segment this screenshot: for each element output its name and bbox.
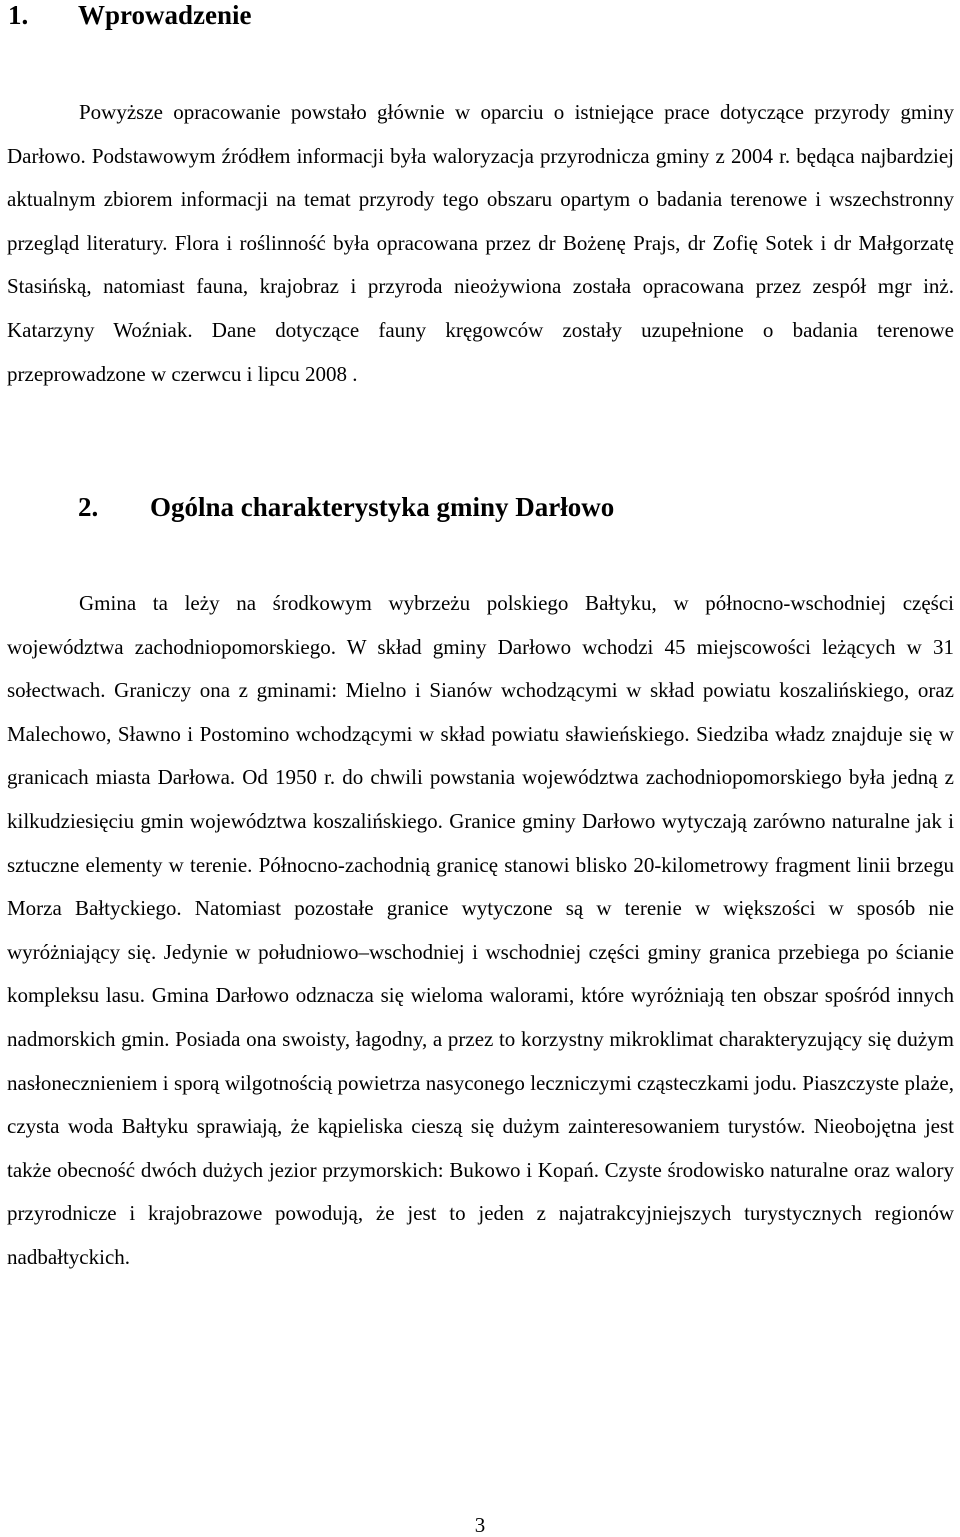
section-paragraph-general-characteristics: Gmina ta leży na środkowym wybrzeżu polskiego Bałtyku, w północno-wschodniej części województwa zachodniopomorskiego. W skład gminy Darłowo wchodzi 45 miejscowości leżących w 31 sołectwach. Graniczy ona z gminami: Mielno i Sianów wchodzącymi w skład powiatu koszalińskiego, oraz Malechowo, Sławno i Postomino wchodzącymi w skład powiatu sławieńskiego. Siedziba władz znajduje się w granicach miasta Darłowa. Od 1950 r. do chwili powstania województwa zachodniopomorskiego była jedną z kilkudziesięciu gmin województwa koszalińskiego. Granice gminy Darłowo wytyczają zarówno naturalne jak i sztuczne elementy w terenie. Północno-zachodnią granicę stanowi blisko 20-kilometrowy fragment linii brzegu Morza Bałtyckiego. Natomiast pozostałe granice wytyczone są w terenie w większości w sposób nie wyróżniający się. Jedynie w południowo–wschodniej i wschodniej części gminy granica przebiega po ścianie kompleksu lasu. Gmina Darłowo odznacza się wieloma walorami, które wyróżniają ten obszar spośród innych nadmorskich gmin. Posiada ona swoisty, łagodny, a przez to korzystny mikroklimat charakteryzujący się dużym nasłonecznieniem i sporą wilgotnością powietrza nasyconego leczniczymi cząsteczkami jodu. Piaszczyste plaże, czysta woda Bałtyku sprawiają, że kąpieliska cieszą się dużym zainteresowaniem turystów. Nieobojętna jest także obecność dwóch dużych jezior przymorskich: Bukowo i Kopań. Czyste środowisko naturalne oraz walory przyrodnicze i krajobrazowe powodują, że jest to jeden z najatrakcyjniejszych turystycznych regionów nadbałtyckich.	[7, 591, 954, 1269]
section-number: 2.	[78, 492, 99, 522]
section-title: Wprowadzenie	[78, 0, 252, 30]
section-title: Ogólna charakterystyka gminy Darłowo	[150, 492, 615, 522]
section-paragraph-introduction: Powyższe opracowanie powstało głównie w oparciu o istniejące prace dotyczące przyrody gminy Darłowo. Podstawowym źródłem informacji była waloryzacja przyrodnicza gminy z 2004 r. będąca najbardziej aktualnym zbiorem informacji na temat przyrody tego obszaru opartym o badania terenowe i wszechstronny przegląd literatury. Flora i roślinność była opracowana przez dr Bożenę Prajs, dr Zofię Sotek i dr Małgorzatę Stasińską, natomiast fauna, krajobraz i przyroda nieożywiona została opracowana przez zespół mgr inż. Katarzyny Woźniak. Dane dotyczące fauny kręgowców zostały uzupełnione o badania terenowe przeprowadzone w czerwcu i lipcu 2008 .	[7, 100, 954, 386]
section-heading-general-characteristics	[78, 492, 614, 522]
section-heading-introduction	[8, 0, 252, 30]
page-number	[0, 1514, 960, 1536]
page-number-value: 3	[474, 1513, 486, 1537]
section-number: 1.	[8, 0, 29, 30]
